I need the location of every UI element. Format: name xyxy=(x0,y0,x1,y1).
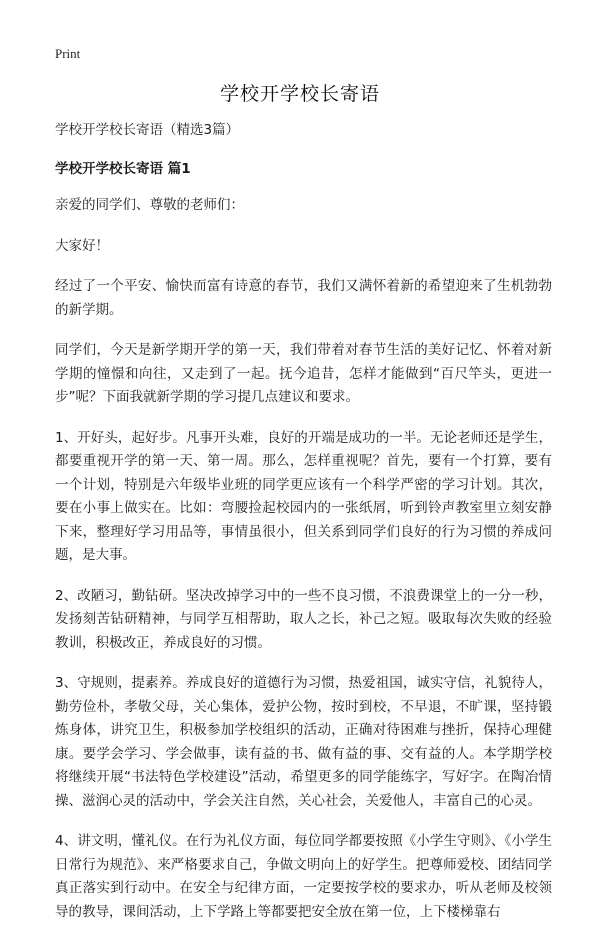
body-paragraph: 经过了一个平安、愉快而富有诗意的春节，我们又满怀着新的希望迎来了生机勃勃的新学期。 xyxy=(55,278,552,318)
list-item-paragraph: 4、讲文明，懂礼仪。在行为礼仪方面，每位同学都要按照《小学生守则》、《小学生日常行为规范》、来严格要求自己，争做文明向上的好学生。把尊师爱校、团结同学真正落实到行动中。在安全与纪律方面，一定要按学校的要求办，听从老师及校领导的教导，课间活动，上下学路上等都要把安全放在第一位，上下楼梯靠右 xyxy=(55,833,552,920)
greeting-paragraph: 亲爱的同学们、尊敬的老师们： xyxy=(55,197,244,213)
document-body xyxy=(55,118,552,941)
list-item-paragraph: 3、守规则，提素养。养成良好的道德行为习惯，热爱祖国，诚实守信，礼貌待人，勤劳俭朴，孝敬父母，关心集体，爱护公物，按时到校，不早退，不旷课，坚持锻炼身体，讲究卫生，积极参加学校组织的活动，正确对待困难与挫折，保持心理健康。要学会学习、学会做事，读有益的书、做有益的事、交有益的人。本学期学校将继续开展“书法特色学校建设”活动，希望更多的同学能练字，写好字。在陶冶情操、滋润心灵的活动中，学会关注自然，关心社会，关爱他人，丰富自己的心灵。 xyxy=(55,675,552,809)
print-link[interactable]: Print xyxy=(55,46,81,61)
section-heading: 学校开学校长寄语 篇1 xyxy=(55,161,191,177)
list-item-paragraph: 1、开好头，起好步。凡事开头难，良好的开端是成功的一半。无论老师还是学生，都要重视开学的第一天、第一周。那么，怎样重视呢？首先，要有一个打算，要有一个计划，特别是六年级毕业班的同学更应该有一个科学严密的学习计划。其次，要在小事上做实在。比如：弯腰捡起校园内的一张纸屑，听到铃声教室里立刻安静下来，整理好学习用品等，事情虽很小，但关系到同学们良好的行为习惯的养成问题，是大事。 xyxy=(55,429,552,563)
document-subtitle: 学校开学校长寄语（精选3篇） xyxy=(55,122,240,138)
salutation-paragraph: 大家好！ xyxy=(55,237,109,254)
list-item-paragraph: 2、改陋习，勤钻研。坚决改掉学习中的一些不良习惯，不浪费课堂上的一分一秒，发扬刻苦钻研精神，与同学互相帮助，取人之长，补己之短。吸取每次失败的经验教训，积极改正，养成良好的习惯。 xyxy=(55,587,552,651)
body-paragraph: 同学们，今天是新学期开学的第一天，我们带着对春节生活的美好记忆、怀着对新学期的憧憬和向往，又走到了一起。抚今追昔，怎样才能做到“百尺竿头，更进一步”呢？下面我就新学期的学习提几点建议和要求。 xyxy=(55,342,552,405)
page-title: 学校开学校长寄语 xyxy=(219,83,380,105)
